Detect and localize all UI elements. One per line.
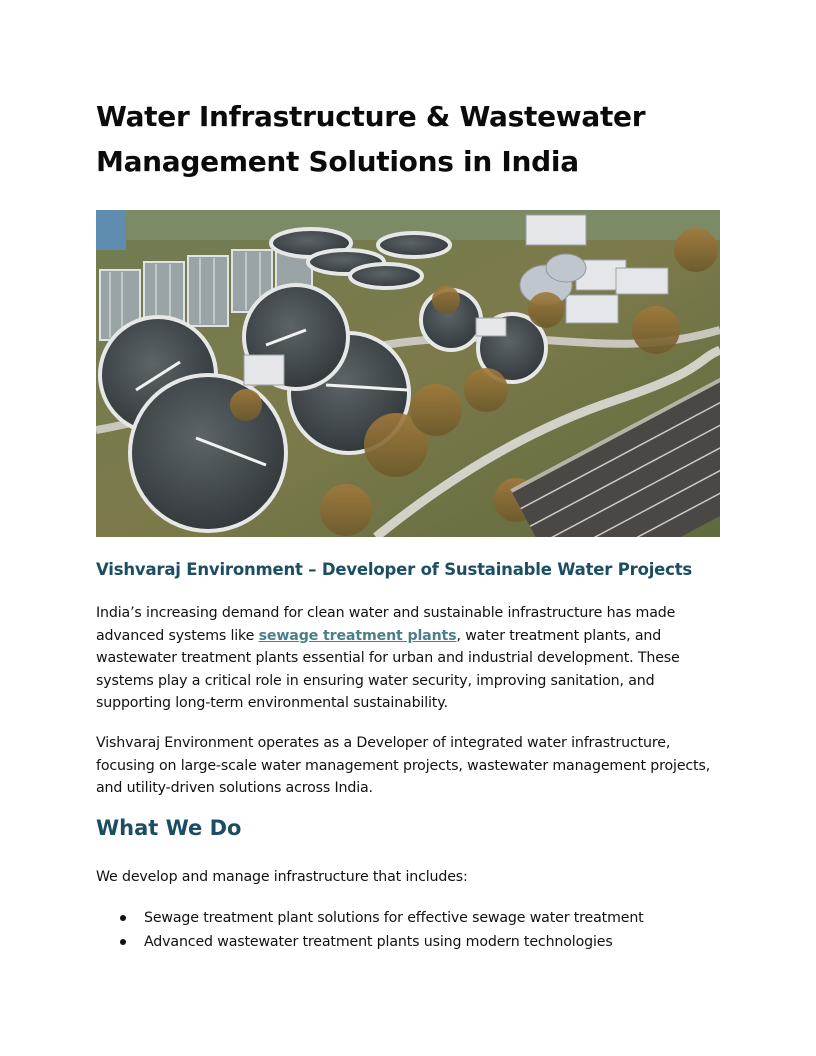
bullet-icon [120,915,126,921]
section-intro-text: We develop and manage infrastructure that includes: [96,869,468,885]
sewage-treatment-plants-link[interactable]: sewage treatment plants [258,627,457,644]
title-line-1: Water Infrastructure & Wastewater [96,100,646,133]
list-item-text: Advanced wastewater treatment plants using modern technologies [144,934,613,950]
title-line-2: Management Solutions in India [96,145,579,178]
company-subheading: Vishvaraj Environment – Developer of Sustainable Water Projects [96,560,693,579]
list-item [96,930,644,954]
list-item [96,906,644,930]
services-list [96,906,644,954]
page-title [96,94,720,184]
hero-image-wastewater-plant [96,210,720,537]
developer-paragraph: Vishvaraj Environment operates as a Developer of integrated water infrastructure, focusing on large-scale water management projects, wastewater management projects, and utility-driven solutions across India. [96,735,711,796]
section-heading-what-we-do: What We Do [96,816,242,840]
bullet-icon [120,939,126,945]
intro-text-after-link: , water treatment plants, and wastewater treatment plants essential for urban and industrial development. These systems play a critical role in ensuring water security, improving sanitation, and supporting long-term environmental sustainability. [96,627,680,711]
intro-text-before-link: India’s increasing demand for clean water and sustainable infrastructure has made advanced systems like [96,605,676,644]
list-item-text: Sewage treatment plant solutions for effective sewage water treatment [144,910,644,926]
intro-paragraph [96,602,724,715]
